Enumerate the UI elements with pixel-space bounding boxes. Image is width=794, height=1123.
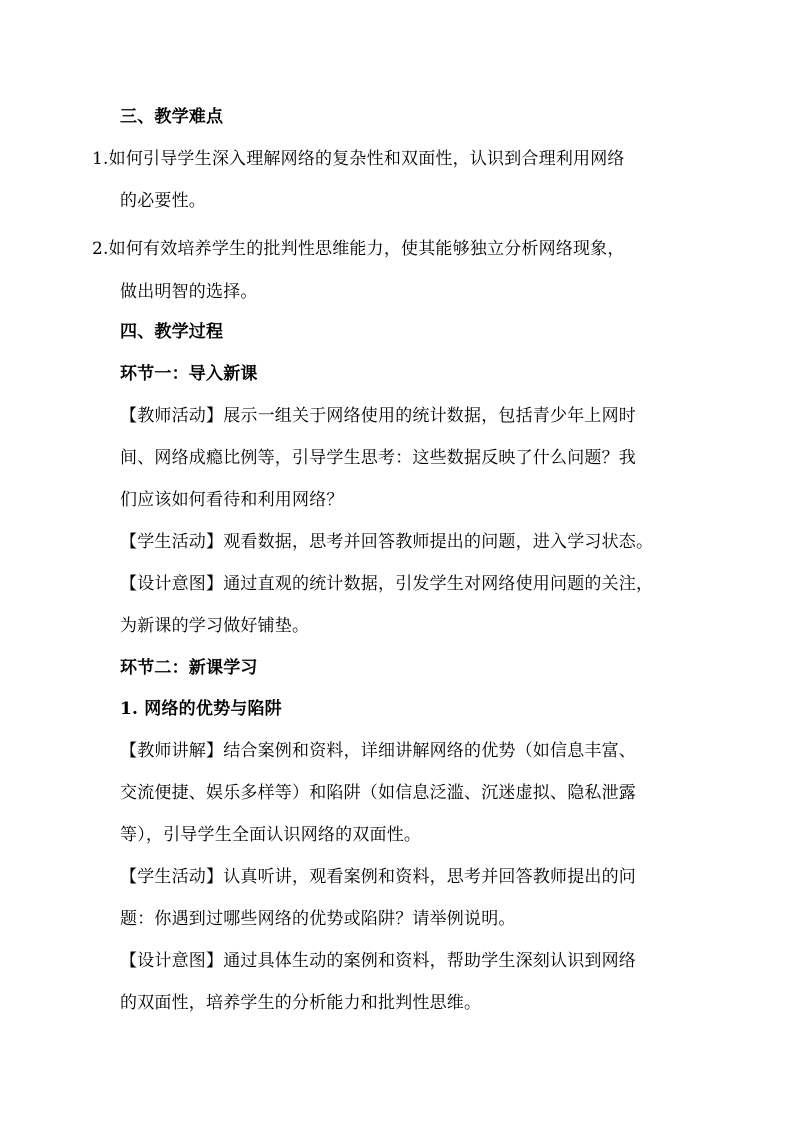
step-2-student-line-2: 题：你遇到过哪些网络的优势或陷阱？请举例说明。 xyxy=(120,909,516,929)
step-2-design-line-2: 的双面性，培养学生的分析能力和批判性思维。 xyxy=(120,993,482,1013)
step-1-design-line-2: 为新课的学习做好铺垫。 xyxy=(120,616,310,636)
step-1-heading: 环节一：导入新课 xyxy=(120,364,258,384)
step-1-teacher-line-2: 间、网络成瘾比例等，引导学生思考：这些数据反映了什么问题？我 xyxy=(120,448,636,468)
difficulty-item-1-line-1: 1.如何引导学生深入理解网络的复杂性和双面性，认识到合理利用网络 xyxy=(92,149,625,169)
step-2-teacher-line-2: 交流便捷、娱乐多样等）和陷阱（如信息泛滥、沉迷虚拟、隐私泄露 xyxy=(120,783,636,803)
step-1-teacher-line-1: 【教师活动】展示一组关于网络使用的统计数据，包括青少年上网时 xyxy=(120,406,636,426)
section-heading-process: 四、教学过程 xyxy=(120,322,224,342)
step-1-student-line-1: 【学生活动】观看数据，思考并回答教师提出的问题，进入学习状态。 xyxy=(120,532,654,552)
step-2-teacher-line-1: 【教师讲解】结合案例和资料，详细讲解网络的优势（如信息丰富、 xyxy=(120,741,636,761)
step-2-design-line-1: 【设计意图】通过具体生动的案例和资料，帮助学生深刻认识到网络 xyxy=(120,951,636,971)
step-2-teacher-line-3: 等），引导学生全面认识网络的双面性。 xyxy=(120,825,422,845)
step-2-subheading-1: 1. 网络的优势与陷阱 xyxy=(120,699,282,719)
step-1-design-line-1: 【设计意图】通过直观的统计数据，引发学生对网络使用问题的关注， xyxy=(120,574,654,594)
difficulty-item-1-line-2: 的必要性。 xyxy=(120,191,206,211)
section-heading-difficulties: 三、教学难点 xyxy=(120,107,224,127)
difficulty-item-2-line-2: 做出明智的选择。 xyxy=(120,282,258,302)
difficulty-item-2-line-1: 2.如何有效培养学生的批判性思维能力，使其能够独立分析网络现象， xyxy=(92,239,625,259)
step-2-heading: 环节二：新课学习 xyxy=(120,658,258,678)
step-1-teacher-line-3: 们应该如何看待和利用网络？ xyxy=(120,490,344,510)
step-2-student-line-1: 【学生活动】认真听讲，观看案例和资料，思考并回答教师提出的问 xyxy=(120,867,636,887)
